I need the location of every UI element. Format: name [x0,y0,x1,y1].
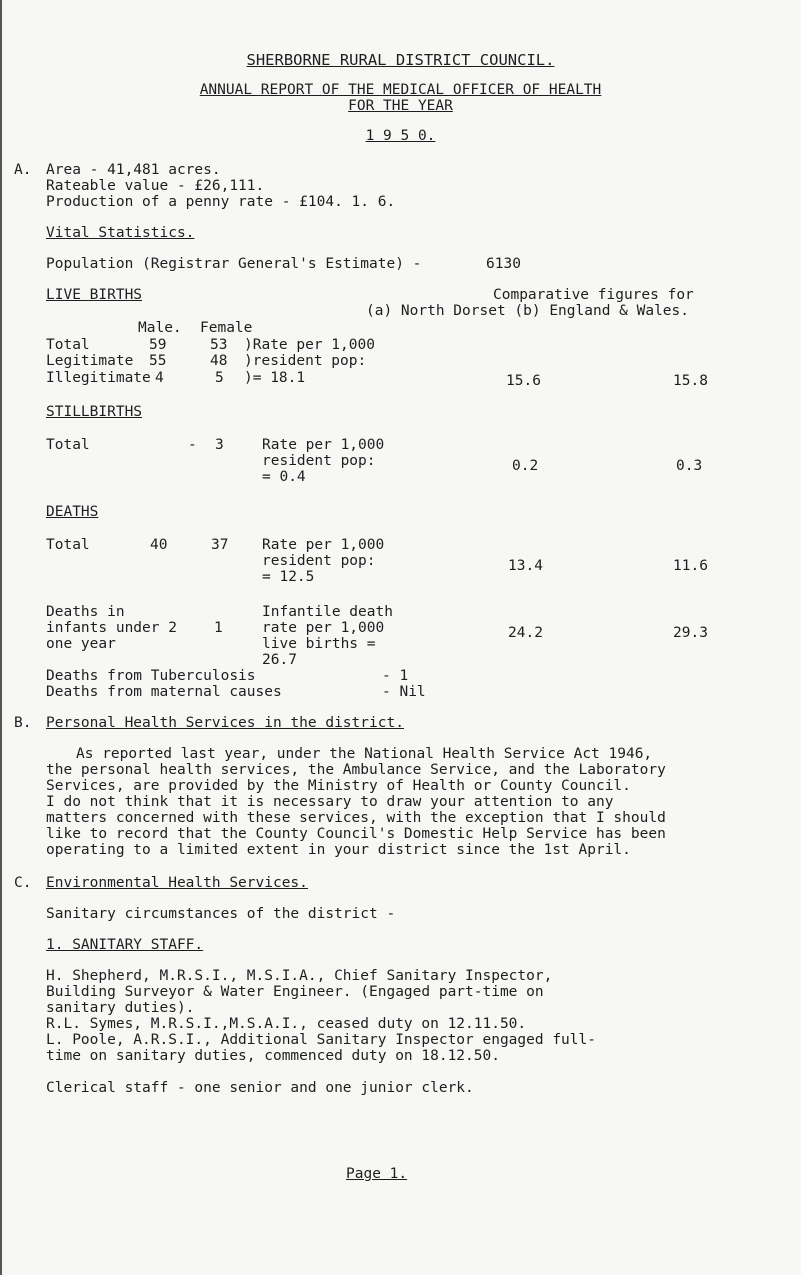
maternal-value: - Nil [382,684,426,700]
row-label-illegitimate: Illegitimate [46,370,151,386]
area: Area - 41,481 acres. [46,162,221,178]
section-b-letter: B. [14,715,32,731]
total-female: 53 [210,337,228,353]
report-title: ANNUAL REPORT OF THE MEDICAL OFFICER OF HEALTH [199,82,602,98]
infant-label-1: Deaths in [46,604,125,620]
section-c-letter: C. [14,875,32,891]
section-a-letter: A. [14,162,32,178]
para-line-3: Services, are provided by the Ministry of Health or County Council. [46,778,631,794]
council-title: SHERBORNE RURAL DISTRICT COUNCIL. [246,51,555,69]
legitimate-male: 55 [149,353,167,369]
deaths-rate-1: Rate per 1,000 [262,537,385,553]
col-female: Female [200,320,253,336]
comparative-line1: Comparative figures for [493,287,694,303]
rateable-value: Rateable value - £26,111. [46,178,265,194]
staff-line-6: time on sanitary duties, commenced duty on 18.12.50. [46,1048,500,1064]
infant-label-3: one year [46,636,116,652]
deaths-rate-2: resident pop: [262,553,376,569]
tuberculosis-value: - 1 [382,668,409,684]
infant-rate-2: rate per 1,000 [262,620,385,636]
stillbirths-england-wales: 0.3 [676,458,703,474]
stillbirths-rate-2: resident pop: [262,453,376,469]
live-births-rate-3: )= 18.1 [244,370,306,386]
deaths-male: 40 [150,537,168,553]
col-male: Male. [138,320,182,336]
population-value: 6130 [486,256,521,272]
staff-line-1: H. Shepherd, M.R.S.I., M.S.I.A., Chief Sanitary Inspector, [46,968,553,984]
staff-line-3: sanitary duties). [46,1000,195,1016]
sanitary-staff-heading: 1. SANITARY STAFF. [46,937,204,953]
infant-label-2: infants under 2 [46,620,177,636]
infant-england-wales: 29.3 [673,625,708,641]
stillbirths-rate-1: Rate per 1,000 [262,437,385,453]
year: 1 9 5 0. [365,128,436,144]
infant-rate-4: 26.7 [262,652,297,668]
live-births-rate-2: )resident pop: [244,353,367,369]
para-line-1: As reported last year, under the National Health Service Act 1946, [76,746,653,762]
illegitimate-female: 5 [215,370,224,386]
illegitimate-male: 4 [155,370,164,386]
para-line-4: I do not think that it is necessary to draw your attention to any [46,794,614,810]
for-the-year: FOR THE YEAR [348,98,453,114]
total-male: 59 [149,337,167,353]
page-number: Page 1. [346,1166,408,1182]
live-births-heading: LIVE BIRTHS [46,287,143,303]
row-label-total: Total [46,337,90,353]
comparative-line2: (a) North Dorset (b) England & Wales. [366,303,690,319]
stillbirths-rate-3: = 0.4 [262,469,306,485]
infant-rate-1: Infantile death [262,604,393,620]
legitimate-female: 48 [210,353,228,369]
infant-deaths-value: 1 [214,620,223,636]
staff-line-4: R.L. Symes, M.R.S.I.,M.S.A.I., ceased duty on 12.11.50. [46,1016,527,1032]
infant-north-dorset: 24.2 [508,625,543,641]
staff-line-2: Building Surveyor & Water Engineer. (Engaged part-time on [46,984,544,1000]
para-line-5: matters concerned with these services, with the exception that I should [46,810,666,826]
live-births-north-dorset: 15.6 [506,373,541,389]
staff-line-5: L. Poole, A.R.S.I., Additional Sanitary Inspector engaged full- [46,1032,596,1048]
maternal-deaths: Deaths from maternal causes [46,684,282,700]
deaths-heading: DEATHS [46,504,99,520]
left-margin-line [0,0,2,1275]
deaths-north-dorset: 13.4 [508,558,543,574]
stillbirths-value: 3 [215,437,224,453]
para-line-6: like to record that the County Council's Domestic Help Service has been [46,826,666,842]
stillbirths-label: Total [46,437,90,453]
tuberculosis-deaths: Deaths from Tuberculosis [46,668,256,684]
deaths-female: 37 [211,537,229,553]
para-line-2: the personal health services, the Ambulance Service, and the Laboratory [46,762,666,778]
sanitary-circumstances: Sanitary circumstances of the district - [46,906,396,922]
live-births-rate-1: )Rate per 1,000 [244,337,375,353]
deaths-label: Total [46,537,90,553]
clerical-staff: Clerical staff - one senior and one junior clerk. [46,1080,474,1096]
penny-rate: Production of a penny rate - £104. 1. 6. [46,194,396,210]
stillbirths-heading: STILLBIRTHS [46,404,143,420]
para-line-7: operating to a limited extent in your district since the 1st April. [46,842,631,858]
section-b-heading: Personal Health Services in the district. [46,715,404,731]
stillbirths-north-dorset: 0.2 [512,458,539,474]
infant-rate-3: live births = [262,636,376,652]
deaths-rate-3: = 12.5 [262,569,315,585]
section-c-heading: Environmental Health Services. [46,875,308,891]
deaths-england-wales: 11.6 [673,558,708,574]
live-births-england-wales: 15.8 [673,373,708,389]
population-label: Population (Registrar General's Estimate) - [46,256,422,272]
stillbirths-dash: - [188,437,197,453]
vital-statistics-heading: Vital Statistics. [46,225,195,241]
row-label-legitimate: Legitimate [46,353,134,369]
